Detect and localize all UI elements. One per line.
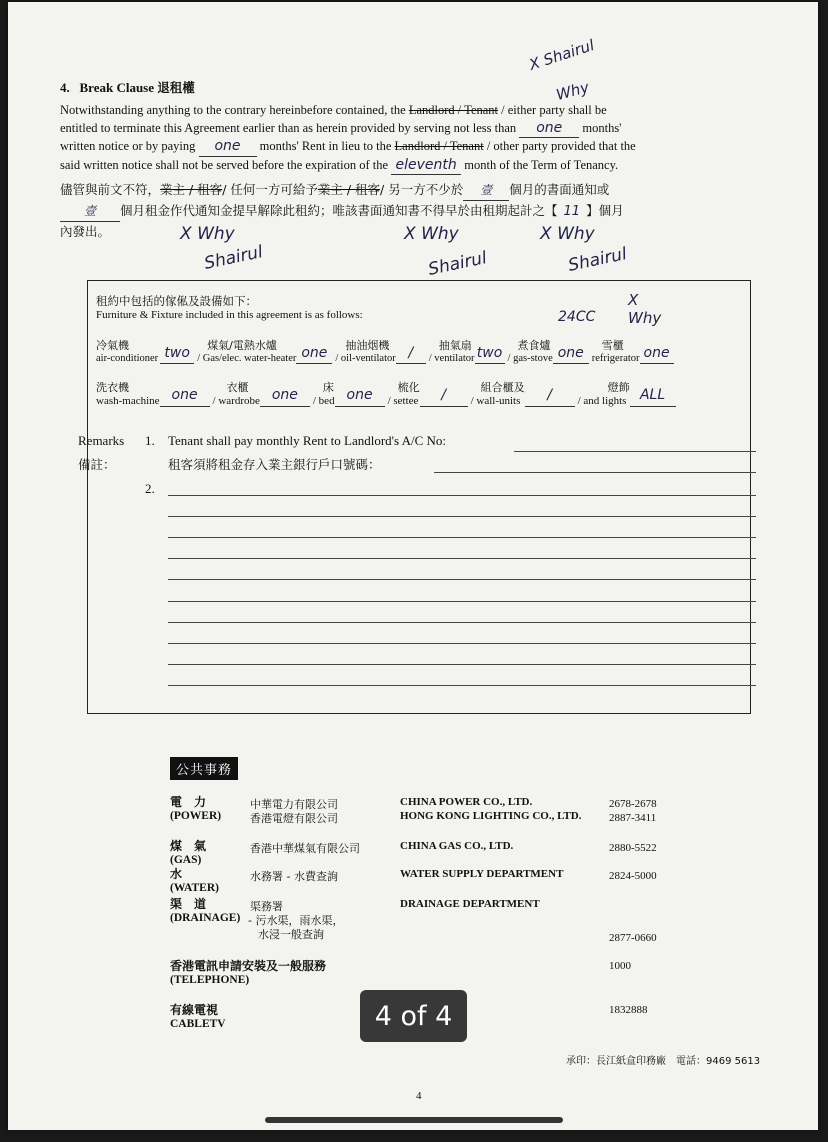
utility-power-label: 電 力 (POWER) (170, 795, 222, 822)
remark-line (168, 537, 756, 538)
remark-line (168, 601, 756, 602)
remark-line (168, 495, 756, 496)
page-number: 4 (416, 1090, 422, 1102)
furniture-row-1: 冷氣機 air-conditioner two 煤氣/電熱水爐 / Gas/elec. water-heater one 抽油烟機 / oil-ventilator / 抽氣扇 / ventilator two 煮食爐 / gas-stove one 雪櫃 refrigerator one (96, 337, 746, 364)
signature-3: X Why (540, 224, 595, 244)
remark-line (168, 643, 756, 644)
utility-drainage-company-en: DRAINAGE DEPARTMENT (400, 898, 540, 910)
utility-power-company-en-2: HONG KONG LIGHTING CO., LTD. (400, 810, 582, 822)
utility-drainage-company-zh-3: 水浸一般查詢 (258, 928, 324, 941)
furniture-signature: X Why (628, 291, 662, 327)
remark-line (168, 516, 756, 517)
utility-cabletv-phone: 1832888 (609, 1004, 648, 1016)
printer-credit: 承印：長江紙盒印務廠 電話：9469 5613 (566, 1056, 761, 1067)
clause-title-zh: 退租權 (157, 80, 195, 95)
utility-gas-label: 煤 氣 (GAS) (170, 839, 207, 866)
furniture-heading-en: Furniture & Fixture included in this agreement is as follows: (96, 309, 363, 321)
lights-count: ALL (630, 387, 676, 407)
ventilator-count: two (475, 345, 505, 364)
utility-drainage-company-zh-2: - 污水渠，雨水渠， (248, 914, 344, 927)
furniture-annotation: 24CC (558, 309, 596, 325)
bed-count: one (335, 387, 385, 407)
utility-drainage-company-zh: 渠務署 (250, 900, 283, 913)
remark-line (168, 685, 756, 686)
account-number-line (514, 451, 756, 452)
clause-title: Break Clause (79, 80, 155, 95)
furniture-heading-zh: 租約中包括的傢俬及設備如下： (96, 294, 257, 308)
notice-months-handwritten: one (519, 120, 579, 139)
remark-1-text-zh: 租客須將租金存入業主銀行戶口號碼： (168, 457, 381, 472)
furniture-box (78, 280, 751, 714)
document-page (8, 2, 818, 1130)
utility-drainage-phone: 2877-0660 (609, 932, 657, 944)
utility-power-phone-2: 2887-3411 (609, 812, 657, 824)
remarks-label-zh: 備註： (78, 457, 116, 472)
furniture-row-2: 洗衣機 wash-machine one 衣櫃 / wardrobe one 床 / bed one 梳化 / settee / 組合櫃及 / wall-units / 燈飾 / and lights ALL (96, 379, 746, 407)
utility-gas-company-en: CHINA GAS CO., LTD. (400, 840, 514, 852)
signature-top-initial: Why (554, 78, 591, 104)
settee-count: / (420, 387, 468, 407)
remarks-label: Remarks (78, 433, 125, 448)
air-conditioner-count: two (160, 345, 194, 364)
water-heater-count: one (296, 345, 332, 364)
utility-drainage-label: 渠 道 (DRAINAGE) (170, 897, 241, 924)
utilities-heading: 公共事務 (170, 757, 238, 780)
page-counter-badge: 4 of 4 (360, 990, 467, 1042)
utility-water-label: 水 (WATER) (170, 867, 219, 894)
wardrobe-count: one (260, 387, 310, 407)
home-indicator[interactable] (265, 1117, 563, 1123)
remark-1-number: 1. (145, 433, 155, 448)
signature-1: X Why (180, 224, 235, 244)
signature-1b: Shairul (202, 242, 265, 274)
gas-stove-count: one (553, 345, 589, 364)
clause-chinese-text: 儘管與前文不符，業主 / 租客/ 任何一方可給予業主 / 租客/ 另一方不少於 壹 個月的書面通知或 壹 個月租金作代通知金提早解除此租約；唯該書面通知書不得早於由租期起計之【 11 】個月 內發出。 (60, 182, 624, 239)
utility-water-company-en: WATER SUPPLY DEPARTMENT (400, 868, 564, 880)
remark-line (168, 558, 756, 559)
utility-power-company-zh-2: 香港電燈有限公司 (250, 812, 338, 825)
utility-cabletv-label: 有線電視 CABLETV (170, 1003, 226, 1030)
wall-units-count: / (525, 387, 575, 407)
account-number-line-zh (434, 472, 756, 473)
clause-heading (60, 78, 195, 96)
refrigerator-count: one (640, 345, 674, 364)
utility-water-phone: 2824-5000 (609, 870, 657, 882)
oil-ventilator-count: / (396, 345, 426, 364)
utility-power-company-en: CHINA POWER CO., LTD. (400, 796, 533, 808)
signature-top: X Shairul (526, 36, 597, 74)
utility-gas-phone: 2880-5522 (609, 842, 657, 854)
remark-line (168, 664, 756, 665)
wash-machine-count: one (160, 387, 210, 407)
signature-3b: Shairul (566, 244, 629, 276)
expiry-month-handwritten: eleventh (391, 157, 461, 176)
clause-number: 4. (60, 80, 70, 95)
remark-line (168, 622, 756, 623)
remark-1-text: Tenant shall pay monthly Rent to Landlord's A/C No: (168, 433, 447, 448)
utility-gas-company-zh: 香港中華煤氣有限公司 (250, 842, 360, 855)
utility-power-phone: 2678-2678 (609, 798, 657, 810)
clause-english-text: Notwithstanding anything to the contrary hereinbefore contained, the Landlord / Tenant / either party shall be entitled to terminate this Agreement earlier than as herein provided by serving not less than one months' written notice or by paying one months' Rent in lieu to the Landlord / Tenant / other party provided that the said written notice shall not be served before the expiration of the eleventh month of the Term of Tenancy. (60, 102, 776, 175)
utility-power-company-zh: 中華電力有限公司 (250, 798, 338, 811)
signature-2b: Shairul (426, 248, 489, 280)
struck-landlord-tenant: Landlord / Tenant (408, 103, 499, 117)
signature-2: X Why (404, 224, 459, 244)
utility-telephone-label: 香港電訊申請安裝及一般服務 (TELEPHONE) (170, 959, 327, 986)
utility-telephone-phone: 1000 (609, 960, 631, 972)
remark-line (168, 579, 756, 580)
utility-water-company-zh: 水務署 - 水費查詢 (250, 870, 338, 883)
remark-2-number: 2. (145, 481, 155, 496)
rent-months-handwritten: one (199, 138, 257, 157)
